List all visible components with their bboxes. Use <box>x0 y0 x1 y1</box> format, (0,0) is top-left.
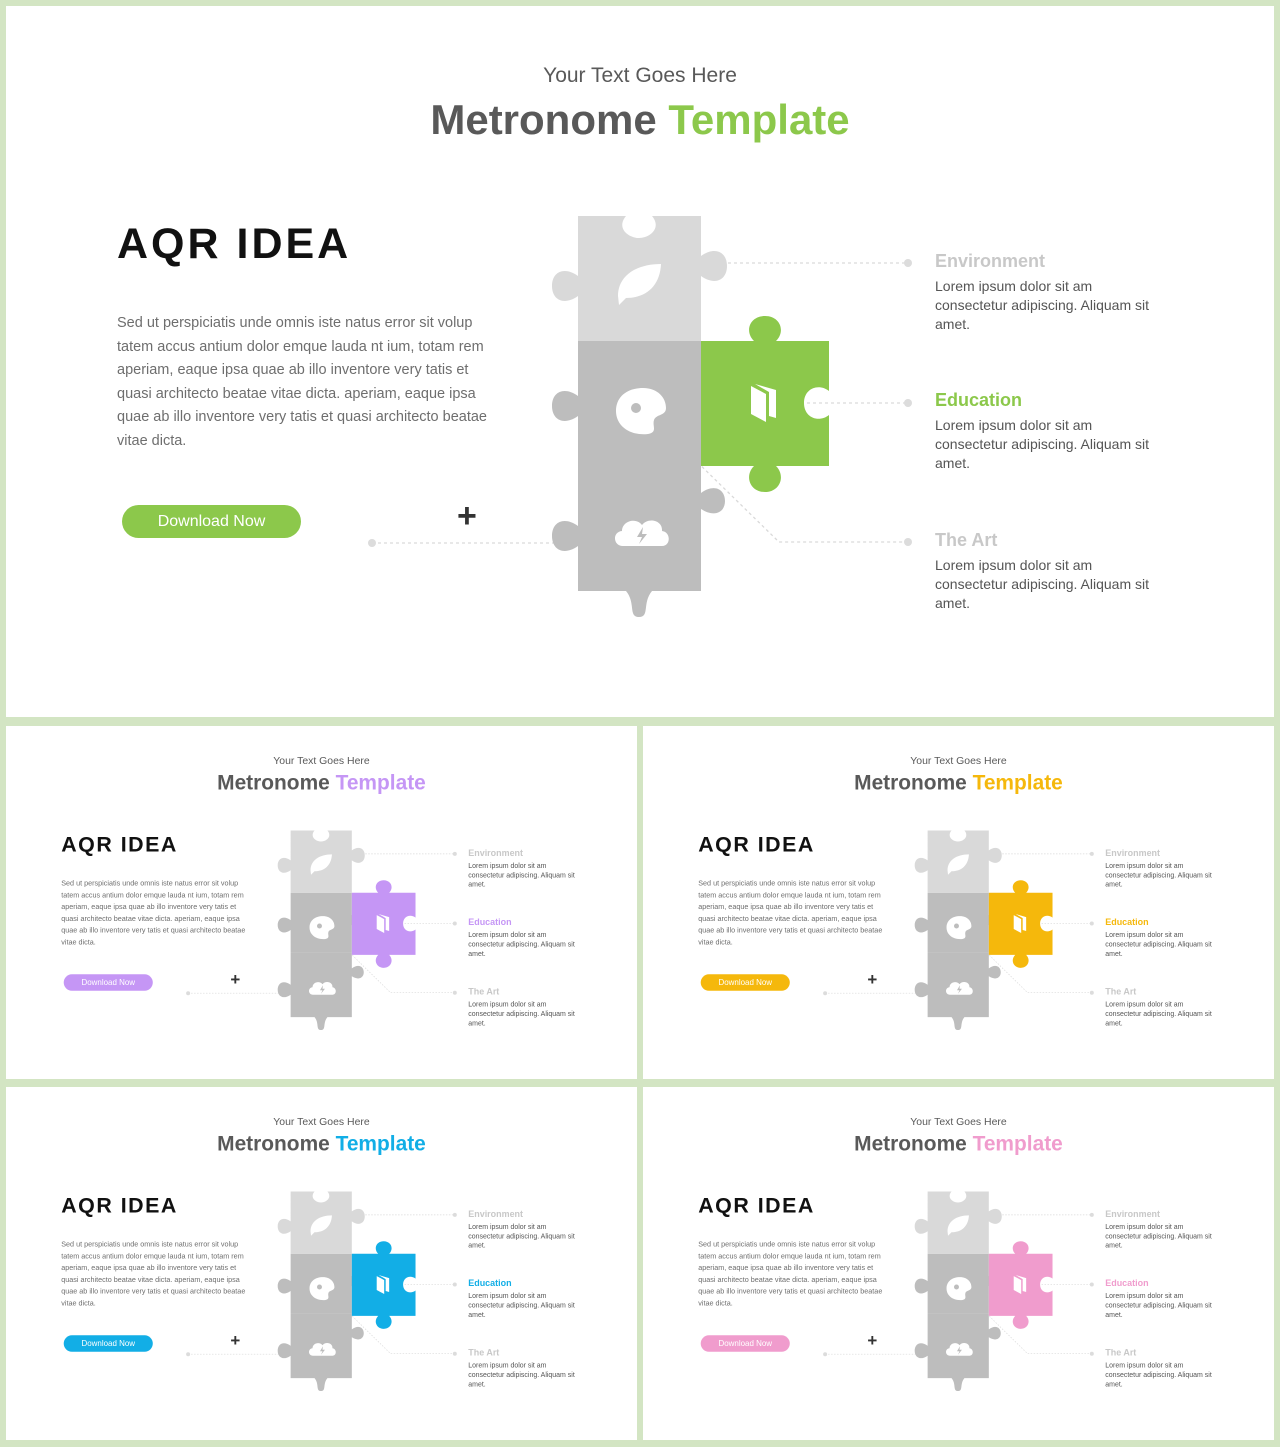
plus-symbol: + <box>457 497 477 535</box>
item-text: Lorem ipsum dolor sit am consectetur adipiscing. Aliquam sit amet. <box>468 930 575 958</box>
title-main: Metronome <box>217 770 330 795</box>
item-title: The Art <box>468 986 500 997</box>
slide-blue <box>6 1087 637 1440</box>
body-paragraph: Sed ut perspiciatis unde omnis iste natus error sit volup tatem accus antium dolor emque lauda nt ium, totam rem aperiam, eaque ipsa quae ab illo inventore very tatis et quasi architecto beatae vitae dicta. aperiam, eaque ipsa quae ab illo inventore very tatis et quasi architecto beatae vitae dicta. <box>117 315 487 449</box>
item-text: Lorem ipsum dolor sit am consectetur adipiscing. Aliquam sit amet. <box>468 1222 575 1250</box>
slide-content <box>6 726 637 1079</box>
item-title: Education <box>468 1278 512 1289</box>
item-title: The Art <box>935 530 998 550</box>
slide-content <box>6 1087 637 1440</box>
item-the-art <box>935 530 1175 613</box>
item-the-art <box>468 1348 587 1389</box>
plus-symbol: + <box>230 1331 241 1351</box>
item-environment <box>468 1209 587 1250</box>
slide-content <box>643 1087 1274 1440</box>
title-main: Metronome <box>854 1131 967 1156</box>
title-accent: Template <box>668 96 850 143</box>
slide-main <box>6 6 1274 717</box>
slide-subtitle: Your Text Goes Here <box>273 1115 370 1128</box>
item-text: Lorem ipsum dolor sit am consectetur adipiscing. Aliquam sit amet. <box>1105 1361 1212 1389</box>
item-title: Education <box>1105 917 1149 928</box>
title-accent: Template <box>972 1131 1063 1156</box>
download-now-button[interactable]: Download Now <box>701 974 790 990</box>
slide-content <box>643 726 1274 1079</box>
item-environment <box>468 848 587 889</box>
title-accent: Template <box>335 770 426 795</box>
plus-symbol: + <box>867 1331 878 1351</box>
slide-purple <box>6 726 637 1079</box>
item-the-art <box>468 987 587 1028</box>
item-title: Environment <box>1105 847 1161 858</box>
item-environment <box>1105 1209 1224 1250</box>
slide-content <box>6 6 1274 717</box>
download-now-button[interactable]: Download Now <box>122 505 301 538</box>
item-title: Education <box>468 917 512 928</box>
body-paragraph: Sed ut perspiciatis unde omnis iste natus error sit volup tatem accus antium dolor emque lauda nt ium, totam rem aperiam, eaque ipsa quae ab illo inventore very tatis et quasi architecto beatae vitae dicta. aperiam, eaque ipsa quae ab illo inventore very tatis et quasi architecto beatae vitae dicta. <box>61 1240 246 1308</box>
item-title: Environment <box>468 1208 524 1219</box>
download-now-button[interactable]: Download Now <box>701 1335 790 1351</box>
item-the-art <box>1105 987 1224 1028</box>
body-paragraph: Sed ut perspiciatis unde omnis iste natus error sit volup tatem accus antium dolor emque lauda nt ium, totam rem aperiam, eaque ipsa quae ab illo inventore very tatis et quasi architecto beatae vitae dicta. aperiam, eaque ipsa quae ab illo inventore very tatis et quasi architecto beatae vitae dicta. <box>61 879 246 947</box>
title-accent: Template <box>335 1131 426 1156</box>
plus-symbol: + <box>867 970 878 990</box>
title-main: Metronome <box>430 96 657 143</box>
item-text: Lorem ipsum dolor sit am consectetur adipiscing. Aliquam sit amet. <box>1105 1291 1212 1319</box>
item-title: Environment <box>935 251 1046 271</box>
item-text: Lorem ipsum dolor sit am consectetur adipiscing. Aliquam sit amet. <box>935 417 1149 471</box>
item-title: The Art <box>1105 986 1137 997</box>
slide-subtitle: Your Text Goes Here <box>910 754 1007 767</box>
title-main: Metronome <box>854 770 967 795</box>
item-text: Lorem ipsum dolor sit am consectetur adipiscing. Aliquam sit amet. <box>935 557 1149 611</box>
section-heading: AQR IDEA <box>117 220 352 268</box>
item-text: Lorem ipsum dolor sit am consectetur adipiscing. Aliquam sit amet. <box>1105 1222 1212 1250</box>
section-heading: AQR IDEA <box>61 832 178 857</box>
item-title: The Art <box>1105 1347 1137 1358</box>
item-text: Lorem ipsum dolor sit am consectetur adipiscing. Aliquam sit amet. <box>935 278 1149 332</box>
item-education <box>468 1278 587 1319</box>
item-title: Environment <box>1105 1208 1161 1219</box>
download-now-button[interactable]: Download Now <box>64 974 153 990</box>
section-heading: AQR IDEA <box>698 832 815 857</box>
item-the-art <box>1105 1348 1224 1389</box>
title-main: Metronome <box>217 1131 330 1156</box>
slide-subtitle: Your Text Goes Here <box>273 754 370 767</box>
item-education <box>1105 917 1224 958</box>
item-text: Lorem ipsum dolor sit am consectetur adipiscing. Aliquam sit amet. <box>468 1291 575 1319</box>
plus-symbol: + <box>230 970 241 990</box>
item-education <box>468 917 587 958</box>
item-environment <box>1105 848 1224 889</box>
download-now-button[interactable]: Download Now <box>64 1335 153 1351</box>
item-text: Lorem ipsum dolor sit am consectetur adipiscing. Aliquam sit amet. <box>1105 930 1212 958</box>
item-text: Lorem ipsum dolor sit am consectetur adipiscing. Aliquam sit amet. <box>468 1361 575 1389</box>
slide-pink <box>643 1087 1274 1440</box>
section-heading: AQR IDEA <box>61 1193 178 1218</box>
item-text: Lorem ipsum dolor sit am consectetur adipiscing. Aliquam sit amet. <box>468 861 575 889</box>
item-education <box>935 390 1175 473</box>
item-title: The Art <box>468 1347 500 1358</box>
item-text: Lorem ipsum dolor sit am consectetur adipiscing. Aliquam sit amet. <box>1105 861 1212 889</box>
item-title: Education <box>935 390 1023 410</box>
slide-subtitle: Your Text Goes Here <box>543 64 737 87</box>
slide-subtitle: Your Text Goes Here <box>910 1115 1007 1128</box>
section-heading: AQR IDEA <box>698 1193 815 1218</box>
title-accent: Template <box>972 770 1063 795</box>
body-paragraph: Sed ut perspiciatis unde omnis iste natus error sit volup tatem accus antium dolor emque lauda nt ium, totam rem aperiam, eaque ipsa quae ab illo inventore very tatis et quasi architecto beatae vitae dicta. aperiam, eaque ipsa quae ab illo inventore very tatis et quasi architecto beatae vitae dicta. <box>698 879 883 947</box>
item-education <box>1105 1278 1224 1319</box>
body-paragraph: Sed ut perspiciatis unde omnis iste natus error sit volup tatem accus antium dolor emque lauda nt ium, totam rem aperiam, eaque ipsa quae ab illo inventore very tatis et quasi architecto beatae vitae dicta. aperiam, eaque ipsa quae ab illo inventore very tatis et quasi architecto beatae vitae dicta. <box>698 1240 883 1308</box>
item-title: Education <box>1105 1278 1149 1289</box>
item-environment <box>935 251 1175 334</box>
slide-yellow <box>643 726 1274 1079</box>
item-text: Lorem ipsum dolor sit am consectetur adipiscing. Aliquam sit amet. <box>468 1000 575 1028</box>
item-title: Environment <box>468 847 524 858</box>
item-text: Lorem ipsum dolor sit am consectetur adipiscing. Aliquam sit amet. <box>1105 1000 1212 1028</box>
